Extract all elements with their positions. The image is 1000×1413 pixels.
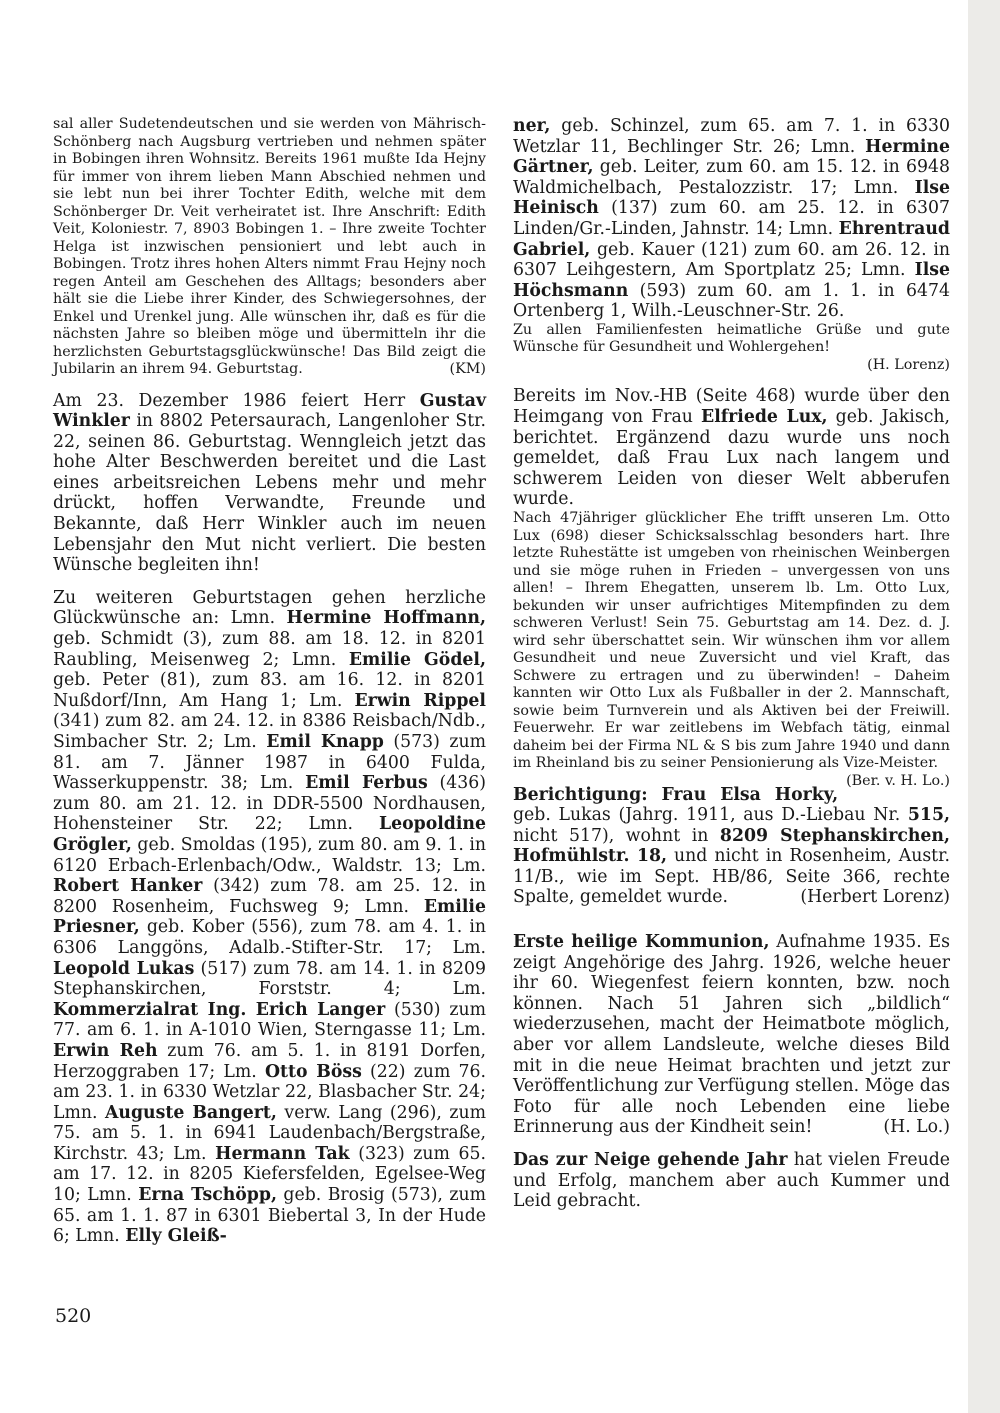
- text-run: zum 76. am 5. 1. in 8191 Dorfen, Herzoggraben 17; Lm.: [53, 1040, 486, 1082]
- text-run: geb. Schmidt (3), zum 88. am 18. 12. in 8201 Raubling, Meisenweg 2; Lmn.: [53, 629, 486, 670]
- text-run: geb. Smoldas (195), zum 80. am 9. 1. in 6120 Erbach-Erlenbach/Odw., Waldstr. 13; Lm.: [53, 834, 486, 876]
- person-name: Otto Böss: [264, 1061, 362, 1082]
- text-run: geb. Jakisch, berichtet. Ergänzend dazu wurde uns noch gemeldet, daß Frau Lux nach langem und schwerem Leiden von dieser Welt abberufen wurde.: [513, 407, 950, 510]
- text-run: nicht 517), wohnt in: [513, 825, 720, 846]
- text-run: geb. Leiter, zum 60. am 15. 12. in 6948 Waldmichelbach, Pestalozzistr. 17; Lmn.: [513, 157, 950, 198]
- text-run: Aufnahme 1935. Es zeigt Angehörige des Jahrg. 1926, welche heuer ihr 60. Wiegenfest feiern konnten, bzw. noch können. Nach 51 Jahren sich „bildlich“ wiederzusehen, macht der Heimatbote möglich, aber vor allem Landsleute, welche dieses Bild mit in die neue Heimat brachten und jetzt zur Veröffentlichung zur Verfügung stellen. Möge das Foto für alle noch Lebenden eine liebe Erinnerung aus der Kindheit sein!: [513, 932, 950, 1138]
- person-name: Emil Knapp: [266, 732, 384, 752]
- person-name: Erna Tschöpp,: [138, 1185, 277, 1206]
- year-end-heading: Das zur Neige gehende Jahr: [513, 1150, 788, 1170]
- communion-paragraph: [513, 932, 950, 1138]
- text-run: geb. Peter (81), zum 83. am 16. 12. in 8201 Nußdorf/Inn, Am Hang 1; Lm.: [53, 670, 486, 711]
- person-name: Kommerzialrat Ing. Erich Langer: [53, 999, 386, 1020]
- text-run: (530) zum 77. am 6. 1. in A-1010 Wien, Sterngasse 11; Lm.: [53, 999, 486, 1041]
- greetings-signature: (H. Lorenz): [867, 356, 950, 373]
- person-name: Ehrentraud Gabriel,: [513, 218, 950, 260]
- text-run: geb. Schinzel, zum 65. am 7. 1. in 6330 Wetzlar 11, Bechlinger Str. 26; Lmn.: [513, 116, 950, 157]
- person-name: Emilie Priesner,: [53, 896, 486, 938]
- text-run: geb. Kober (556), zum 78. am 4. 1. in 6306 Langgöns, Adalb.-Stifter-Str. 17; Lm.: [53, 917, 486, 958]
- text-run: (137) zum 60. am 25. 12. in 6307 Linden/Gr.-Linden, Jahnstr. 14; Lmn.: [513, 198, 950, 239]
- text-run: (22) zum 76. am 23. 1. in 6330 Wetzlar 22, Blasbacher Str. 24; Lmn.: [53, 1061, 487, 1123]
- person-name: Elfriede Lux,: [701, 407, 828, 428]
- right-column: [513, 116, 950, 1212]
- page-number: 520: [55, 1305, 92, 1327]
- left-column: [53, 116, 486, 1247]
- year-end-paragraph: [513, 1150, 950, 1212]
- corrected-address: 8209 Stephanskirchen, Hofmühlstr. 18,: [513, 825, 950, 867]
- text-run: Zu weiteren Geburtstagen gehen herzliche Glückwünsche an: Lmn.: [53, 587, 486, 629]
- condolence-signature: (Ber. v. H. Lo.): [846, 772, 950, 789]
- hejny-birthday-paragraph: [53, 116, 486, 379]
- text-run: geb. Lukas (Jahrg. 1911, aus D.-Liebau Nr.: [513, 805, 908, 826]
- person-name: Gustav Winkler: [53, 390, 486, 432]
- text-run: (573) zum 81. am 7. Jänner 1987 in 6400 Fulda, Wasserkuppenstr. 38; Lm.: [53, 732, 486, 794]
- text-run: (436) zum 80. am 21. 12. in DDR-5500 Nordhausen, Hohensteiner Str. 22; Lmn.: [53, 773, 487, 835]
- lux-obituary-paragraph: [513, 386, 950, 510]
- person-name: Ilse Heinisch: [513, 177, 950, 219]
- greetings-text: Zu allen Familienfesten heimatliche Grüße und gute Wünsche für Gesundheit und Wohlergehen!: [513, 321, 950, 356]
- person-name: Auguste Bangert,: [105, 1102, 277, 1123]
- birthday-list-paragraph: [53, 588, 486, 1247]
- text-run: geb. Brosig (573), zum 65. am 1. 1. 87 in 6301 Biebertal 3, In der Hude 6; Lmn.: [53, 1185, 486, 1247]
- text-run: verw. Lang (296), zum 75. am 5. 1. in 6941 Laudenbach/Bergstraße, Kirchstr. 43; Lm.: [53, 1102, 486, 1164]
- person-name: Erwin Rippel: [354, 690, 486, 711]
- person-name: Elly Gleiß-: [125, 1226, 227, 1247]
- page-edge: [968, 0, 1000, 1413]
- birthday-list-continued: [513, 116, 950, 322]
- person-name: Emil Ferbus: [305, 773, 428, 794]
- text-run: (593) zum 60. am 1. 1. in 6474 Ortenberg 1, Wilh.-Leuschner-Str. 26.: [513, 280, 950, 322]
- person-name: Hermine Gärtner,: [513, 136, 950, 178]
- text-run: in 8802 Petersaurach, Langenloher Str. 22, seinen 86. Geburtstag. Wenngleich jetzt das hohe Alter Beschwerden bereitet und die Last eines arbeitsreichen Lebens mehr und mehr drückt, hoffen Verwandte, Freunde und Bekannte, daß Herr Winkler auch im neuen Lebensjahr den Mut nicht verliert. Die besten Wünsche begleiten ihn!: [53, 411, 486, 576]
- text-run: und nicht in Rosenheim, Austr. 11/B., wie im Sept. HB/86, Seite 366, rechte Spalte, gemeldet wurde.: [513, 846, 950, 908]
- person-name: ner,: [513, 116, 551, 136]
- text-run: geb. Kauer (121) zum 60. am 26. 12. in 6307 Leihgestern, Am Sportplatz 25; Lmn.: [513, 239, 950, 281]
- correction-paragraph: [513, 785, 950, 909]
- condolence-text: Nach 47jähriger glücklicher Ehe trifft unseren Lm. Otto Lux (698) dieser Schicksalsschlag besonders hart. Ihre letzte Ruhestätte ist umgeben von rheinischen Weinbergen und sie möge ruhen in Frieden – unvergessen von uns allen! – Ihrem Ehegatten, unserem lb. Lm. Otto Lux, bekunden wir unser aufrichtiges Mitempfinden zu dem schweren Verlust! Sein 75. Geburtstag am 14. Dez. d. J. wird sehr überschattet sein. Wir wünschen ihm vor allem Gesundheit und neue Zuversicht und viel Kraft, das Schwere zu ertragen und zu überwinden! – Daheim kannten wir Otto Lux als Fußballer in der 2. Mannschaft, sowie beim Turnverein und als Aktiven bei der Freiwill. Feuerwehr. Er war zeitlebens im Webfach tätig, einmal daheim bei der Firma NL & S bis zum Jahre 1940 und dann im Rheinland bis zu seiner Pensionierung als Vize-Meister.: [513, 510, 950, 771]
- text-run: (517) zum 78. am 14. 1. in 8209 Stephanskirchen, Forststr. 4; Lm.: [53, 958, 486, 1000]
- text-run: Am 23. Dezember 1986 feiert Herr: [53, 390, 420, 411]
- communion-signature: (H. Lo.): [883, 1117, 950, 1138]
- person-name: Ilse Höchsmann: [513, 260, 950, 301]
- text-run: (342) zum 78. am 25. 12. in 8200 Rosenheim, Fuchsweg 9; Lmn.: [53, 876, 487, 917]
- person-name: Hermine Hoffmann,: [286, 608, 486, 629]
- person-name: Hermann Tak: [215, 1143, 350, 1164]
- text-run: Bereits im Nov.-HB (Seite 468) wurde über den Heimgang von Frau: [513, 386, 950, 428]
- text-run: (323) zum 65. am 17. 12. in 8205 Kiefersfelden, Egelsee-Weg 10; Lmn.: [53, 1143, 486, 1206]
- person-name: Erwin Reh: [53, 1040, 158, 1061]
- text-run: (341) zum 82. am 24. 12. in 8386 Reisbach/Ndb., Simbacher Str. 2; Lm.: [53, 711, 486, 752]
- person-name: Leopold Lukas: [53, 958, 195, 979]
- winkler-birthday-paragraph: [53, 391, 486, 576]
- greetings-paragraph: [513, 322, 950, 357]
- hejny-text: sal aller Sudetendeutschen und sie werden von Mährisch-Schönberg nach Augsburg vertrieben und nehmen später in Bobingen ihren Wohnsitz. Bereits 1961 mußte Ida Hejny für immer von ihrem lieben Mann Abschied nehmen und sie lebt nun bei ihrer Tochter Edith, welche mit dem Schönberger Dr. Veit verheiratet ist. Ihre Anschrift: Edith Veit, Koloniestr. 7, 8903 Bobingen 1. – Ihre zweite Tochter Helga ist inzwischen pensioniert und lebt auch in Bobingen. Trotz ihres hohen Alters nimmt Frau Hejny noch regen Anteil am Geschehen des Alltags; besonders aber hält sie die Liebe ihrer Kinder, des Schwiegersohnes, der Enkel und Urenkel jung. Alle wünschen ihr, daß es für die nächsten Jahre so bleiben möge und übermitteln ihr die herzlichsten Geburtstagsglückwünsche! Das Bild zeigt die Jubilarin an ihrem 94. Geburtstag.: [53, 116, 486, 377]
- lux-condolence-paragraph: [513, 510, 950, 789]
- hejny-signature: (KM): [449, 361, 486, 377]
- person-name: Emilie Gödel,: [348, 649, 486, 670]
- text-run: hat vielen Freude und Erfolg, manchem aber auch Kummer und Leid gebracht.: [513, 1150, 951, 1212]
- communion-heading: Erste heilige Kommunion,: [513, 932, 770, 953]
- house-number: 515,: [907, 805, 950, 826]
- correction-heading: Berichtigung: Frau Elsa Horky,: [513, 784, 839, 805]
- correction-signature: (Herbert Lorenz): [800, 887, 950, 908]
- person-name: Robert Hanker: [53, 876, 203, 897]
- person-name: Leopoldine Grögler,: [53, 814, 486, 855]
